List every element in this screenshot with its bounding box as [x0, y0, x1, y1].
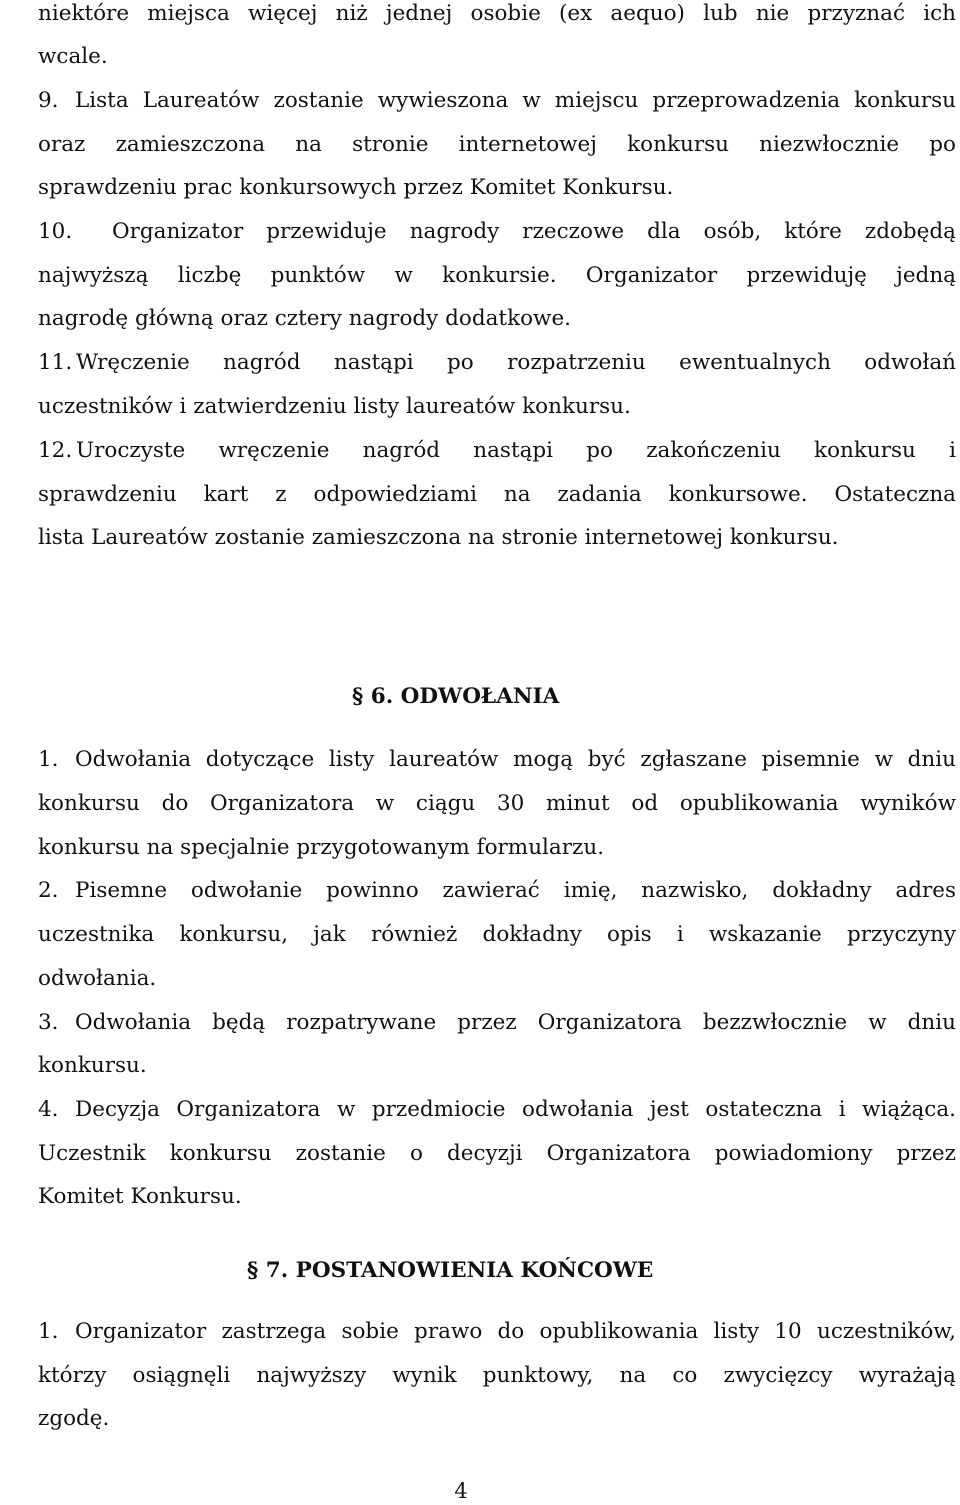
list-item-text: Organizator przewiduje nagrody rzeczowe dla osób, które zdobędą: [112, 219, 956, 244]
list-item: [38, 349, 956, 377]
section-sign-icon: §: [352, 684, 364, 709]
list-item-number: 9.: [38, 88, 59, 113]
section-heading-text: 7. POSTANOWIENIA KOŃCOWE: [265, 1258, 654, 1283]
list-item-text: Organizator zastrzega sobie prawo do opublikowania listy 10 uczestników,: [75, 1319, 956, 1344]
list-item: [38, 746, 956, 774]
list-item-number: 2.: [38, 878, 59, 903]
section-heading-text: 6. ODWOŁANIA: [370, 684, 560, 709]
list-item-text: uczestników i zatwierdzeniu listy laureatów konkursu.: [38, 394, 631, 419]
continuation-line: niektóre miejsca więcej niż jednej osobie (ex aequo) lub nie przyznać ich: [38, 1, 956, 26]
list-item-number: 3.: [38, 1010, 59, 1035]
list-item-text: sprawdzeniu prac konkursowych przez Komitet Konkursu.: [38, 175, 674, 200]
list-item-text: lista Laureatów zostanie zamieszczona na stronie internetowej konkursu.: [38, 525, 839, 550]
page-number: 4: [454, 1479, 468, 1503]
list-item: [38, 1318, 956, 1346]
list-item-text: Uczestnik konkursu zostanie o decyzji Organizatora powiadomiony przez: [38, 1141, 956, 1166]
continuation-line: wcale.: [38, 44, 108, 69]
list-item-number: 11.: [38, 350, 73, 375]
list-item-text: Odwołania będą rozpatrywane przez Organizatora bezzwłocznie w dniu: [75, 1010, 956, 1035]
list-item-text: uczestnika konkursu, jak również dokładny opis i wskazanie przyczyny: [38, 922, 956, 947]
list-item-text: konkursu.: [38, 1053, 147, 1078]
list-item: [38, 1009, 956, 1037]
list-item: [38, 87, 956, 115]
section-heading-odwolania: [352, 683, 559, 711]
list-item: [38, 218, 956, 246]
list-item-text: Decyzja Organizatora w przedmiocie odwołania jest ostateczna i wiążąca.: [75, 1097, 956, 1122]
list-item-text: konkursu na specjalnie przygotowanym formularzu.: [38, 835, 605, 860]
list-item-number: 4.: [38, 1097, 59, 1122]
list-item-text: Wręczenie nagród nastąpi po rozpatrzeniu ewentualnych odwołań: [76, 350, 956, 375]
list-item: [38, 877, 956, 905]
list-item-text: oraz zamieszczona na stronie internetowej konkursu niezwłocznie po: [38, 132, 956, 157]
list-item-text: konkursu do Organizatora w ciągu 30 minut od opublikowania wyników: [38, 791, 956, 816]
list-item: [38, 1096, 956, 1124]
list-item-text: sprawdzeniu kart z odpowiedziami na zadania konkursowe. Ostateczna: [38, 482, 956, 507]
list-item-text: którzy osiągnęli najwyższy wynik punktowy, na co zwycięzcy wyrażają: [38, 1363, 956, 1388]
list-item: [38, 437, 956, 465]
list-item-text: zgodę.: [38, 1406, 110, 1431]
section-heading-postanowienia: [247, 1257, 653, 1285]
list-item-number: 1.: [38, 1319, 59, 1344]
list-item-text: Komitet Konkursu.: [38, 1184, 242, 1209]
list-item-text: Uroczyste wręczenie nagród nastąpi po zakończeniu konkursu i: [76, 438, 956, 463]
list-item-text: nagrodę główną oraz cztery nagrody dodatkowe.: [38, 306, 571, 331]
list-item-number: 10.: [38, 219, 73, 244]
section-sign-icon: §: [247, 1258, 259, 1283]
list-item-text: Lista Laureatów zostanie wywieszona w miejscu przeprowadzenia konkursu: [75, 88, 956, 113]
list-item-text: Pisemne odwołanie powinno zawierać imię, nazwisko, dokładny adres: [75, 878, 956, 903]
list-item-text: odwołania.: [38, 966, 157, 991]
list-item-text: najwyższą liczbę punktów w konkursie. Organizator przewiduję jedną: [38, 263, 956, 288]
list-item-text: Odwołania dotyczące listy laureatów mogą być zgłaszane pisemnie w dniu: [75, 747, 956, 772]
list-item-number: 1.: [38, 747, 59, 772]
list-item-number: 12.: [38, 438, 73, 463]
